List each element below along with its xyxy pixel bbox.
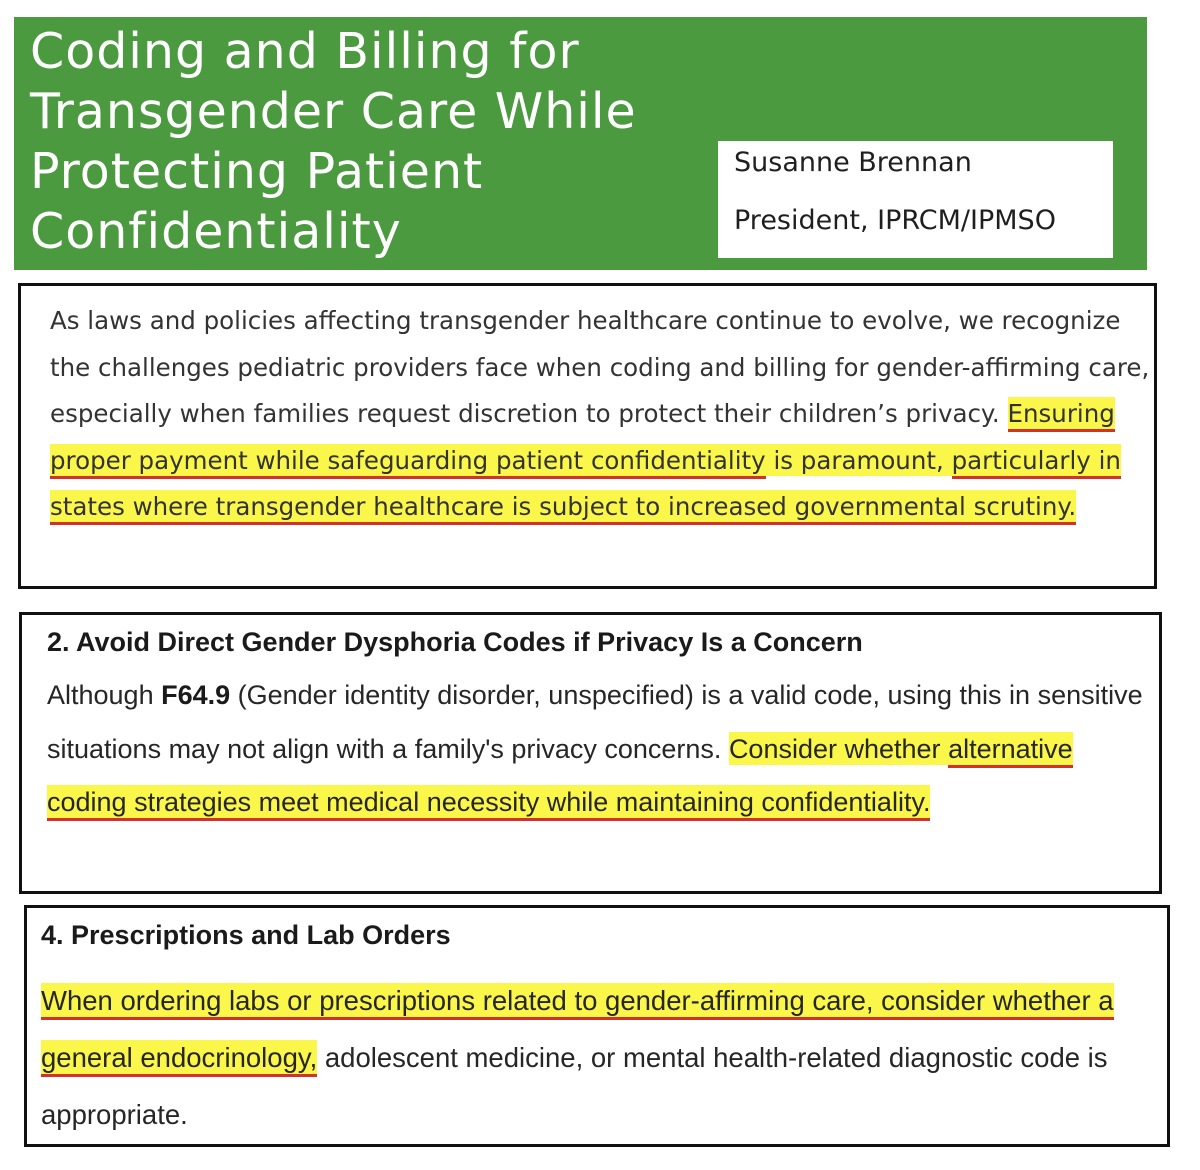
highlight-alternative-coding: alternative coding strategies meet medical necessity while maintaining confidentiality. <box>47 732 1073 822</box>
author-role: President, IPRCM/IPMSO <box>734 205 1056 236</box>
intro-plain-text: As laws and policies affecting transgender healthcare continue to evolve, we recognize the challenges pediatric providers face when coding and billing for gender-affirming care, especially when families request discretion to protect their children’s privacy. <box>50 306 1150 428</box>
section-2-lead: Although <box>47 680 162 710</box>
diagnosis-code: F64.9 <box>161 680 231 710</box>
highlight-ordering-labs: When ordering labs or prescriptions related to gender-affirming care, consider whether a general endocrinology, <box>41 983 1114 1077</box>
section-4-excerpt-panel <box>24 905 1170 1147</box>
highlight-consider: Consider whether <box>728 733 949 764</box>
highlight-scrutiny: particularly in states where transgender healthcare is subject to increased governmental scrutiny. <box>50 444 1121 526</box>
title-banner <box>14 17 1147 270</box>
page-title: Coding and Billing for Transgender Care While Protecting Patient Confidentiality <box>30 23 637 260</box>
section-2-paragraph <box>47 669 1152 830</box>
intro-excerpt-panel <box>18 283 1157 589</box>
author-box <box>718 141 1113 258</box>
section-2-mid-text: (Gender identity disorder, unspecified) is a valid code, using this in sensitive situations may not align with a family's privacy concerns. <box>47 680 1143 764</box>
section-4-paragraph <box>41 972 1166 1143</box>
highlight-paramount: is paramount, <box>765 445 952 475</box>
highlight-confidentiality: Ensuring proper payment while safeguarding patient confidentiality <box>50 397 1115 479</box>
author-name: Susanne Brennan <box>734 147 972 178</box>
section-4-heading: 4. Prescriptions and Lab Orders <box>41 920 451 950</box>
intro-paragraph <box>50 298 1150 531</box>
section-4-tail-text: adolescent medicine, or mental health-related diagnostic code is appropriate. <box>41 1042 1108 1130</box>
section-2-excerpt-panel <box>19 612 1162 894</box>
section-2-heading: 2. Avoid Direct Gender Dysphoria Codes if Privacy Is a Concern <box>47 627 863 657</box>
